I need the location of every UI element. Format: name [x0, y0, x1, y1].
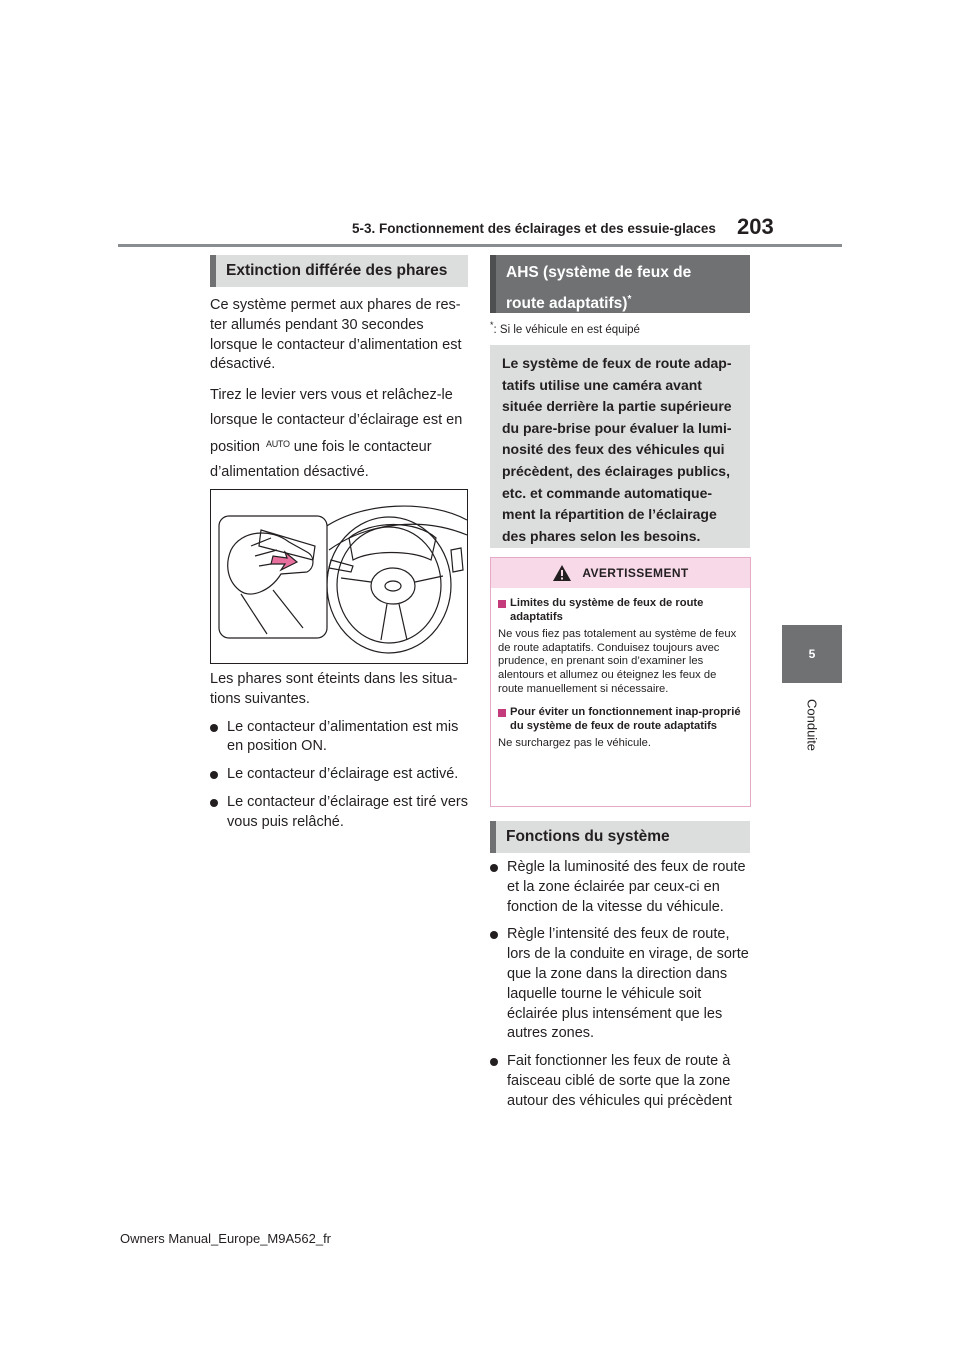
bullet-text: Règle l’intensité des feux de route, lors de la conduite en virage, de sorte que la zone dans la direction dans laquelle tourne le véhicule soit éclairée plus intensément que les autres zones. [507, 926, 749, 1042]
paragraph-instruction [210, 383, 468, 484]
bullet-text: Règle la luminosité des feux de route et la zone éclairée par ceux-ci en fonction de la vitesse du véhicule. [507, 859, 746, 915]
page-number: 203 [737, 214, 774, 239]
warning-item-2-title: Pour éviter un fonctionnement inap-proprié du système de feux de route adaptatifs [510, 706, 741, 732]
warning-item-1-text: Ne vous fiez pas totalement au système de feux de route adaptatifs. Conduisez toujours avec prudence, en prenant soin d’examiner les alentours et allumez ou éteignez les feux de route manuellement si nécessaire. [498, 628, 737, 695]
instruction-line-1: Tirez le levier vers vous et relâchez-le [210, 387, 453, 404]
bullet-dot-icon [210, 799, 218, 807]
instruction-position-prefix: position [210, 439, 260, 456]
bullet-dot-icon [210, 724, 218, 732]
ahs-description: Le système de feux de route adap-tatifs utilise une caméra avant située derrière la partie supérieure du pare-brise pour évaluer la lumi-nosité des feux des véhicules qui précèdent, des éclairages publics, etc. et commande automatique-ment la répartition de l’éclairage des phares selon les besoins. [502, 355, 732, 544]
heading-ahs-asterisk: * [627, 294, 632, 305]
bullet-dot-icon [210, 771, 218, 779]
heading-extinction-text: Extinction différée des phares [226, 262, 448, 279]
paragraph-conditions: Les phares sont éteints dans les situa-tions suivantes. [210, 671, 458, 707]
warning-item-2-text: Ne surchargez pas le véhicule. [498, 737, 651, 750]
warning-triangle-icon [552, 564, 572, 582]
heading-ahs-line2-text: route adaptatifs) [506, 295, 628, 313]
bullet-dot-icon [490, 931, 498, 939]
bullet-text: Le contacteur d’éclairage est activé. [227, 766, 459, 783]
bullet-text: Fait fonctionner les feux de route à faisceau ciblé de sorte que la zone autour des véhicules qui précèdent [507, 1053, 732, 1109]
left-body [210, 296, 468, 484]
warning-square-icon [498, 600, 506, 608]
paragraph-intro: Ce système permet aux phares de res-ter allumés pendant 30 secondes lorsque le contacteur d’alimentation est désactivé. [210, 297, 462, 373]
ahs-description-box [490, 345, 750, 548]
instruction-line-4: d’alimentation désactivé. [210, 463, 369, 480]
warning-item-1-title: Limites du système de feux de route adaptatifs [510, 597, 704, 623]
chapter-tab-label: Conduite [804, 698, 820, 752]
bullet-item [210, 793, 468, 833]
headlight-lever-illustration [210, 489, 468, 664]
heading-ahs [490, 255, 750, 313]
warning-square-icon [498, 709, 506, 717]
footer-manual-id: Owners Manual_Europe_M9A562_fr [120, 1231, 332, 1246]
bullet-text: Le contacteur d’alimentation est mis en position ON. [227, 718, 459, 755]
warning-header [491, 558, 750, 588]
bullet-item [210, 765, 468, 785]
bullet-text: Le contacteur d’éclairage est tiré vers vous puis relâché. [227, 793, 468, 830]
heading-fonctions-text: Fonctions du système [506, 828, 670, 845]
bullet-dot-icon [490, 864, 498, 872]
footnote-text: : Si le véhicule en est équipé [493, 323, 640, 336]
warning-item-1 [498, 597, 743, 624]
footnote [490, 320, 640, 336]
heading-ahs-line1: AHS (système de feux de [506, 264, 692, 281]
warning-item-2 [498, 706, 743, 733]
section-title: 5-3. Fonctionnement des éclairages et des essuie-glaces [352, 221, 716, 236]
right-bullets [490, 858, 750, 1120]
heading-ahs-line2 [506, 286, 740, 317]
heading-extinction [210, 255, 468, 287]
bullet-item [490, 858, 750, 917]
left-body-2 [210, 670, 468, 841]
instruction-line-2: lorsque le contacteur d’éclairage est en [210, 411, 463, 428]
heading-fonctions [490, 821, 750, 853]
warning-box [490, 557, 751, 807]
instruction-position-suffix: une fois le contacteur [293, 439, 432, 456]
dashboard-drawing-icon [211, 490, 467, 663]
chapter-tab-number[interactable]: 5 [782, 625, 842, 683]
warning-title: AVERTISSEMENT [582, 566, 689, 580]
bullet-item [490, 925, 750, 1044]
warning-body [491, 588, 750, 755]
instruction-line-3 [210, 432, 468, 460]
auto-symbol-icon: AUTO [266, 439, 290, 450]
bullet-item [490, 1052, 750, 1111]
bullet-item [210, 718, 468, 758]
bullet-dot-icon [490, 1058, 498, 1066]
header-rule [118, 244, 842, 247]
footnote-mark: * [490, 320, 494, 330]
